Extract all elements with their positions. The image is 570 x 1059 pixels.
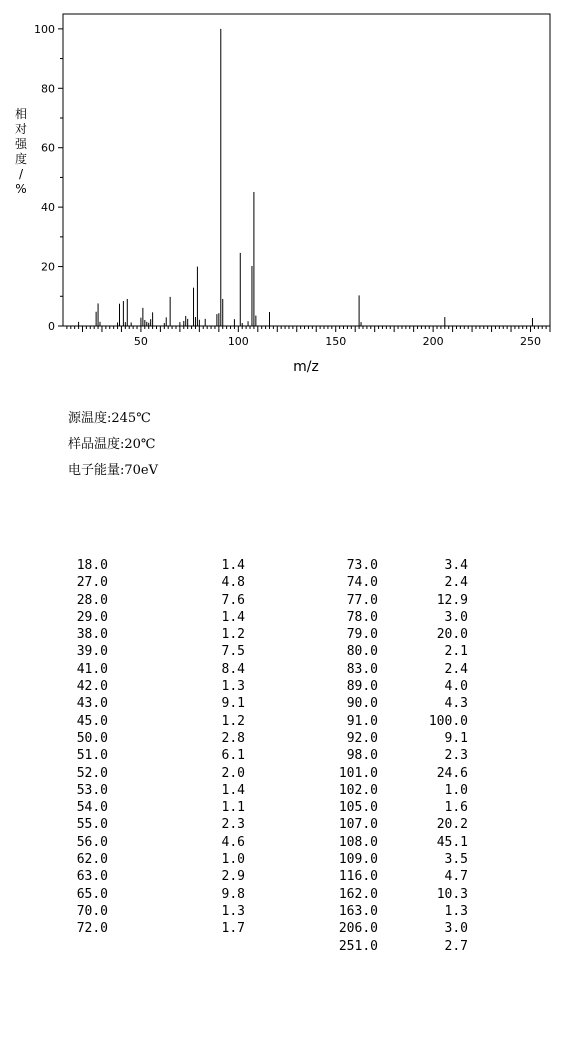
- peak-intensity: 1.4: [221, 782, 245, 798]
- peak-row: [62, 765, 245, 782]
- peak-intensity: 1.3: [444, 903, 468, 919]
- peak-row: [330, 834, 468, 851]
- y-axis-label: 相对强度/ %: [14, 107, 28, 196]
- peak-intensity: 3.0: [444, 921, 468, 937]
- peak-intensity: 1.7: [221, 921, 245, 937]
- peak-intensity: 2.3: [444, 748, 468, 764]
- peak-row: [62, 782, 245, 799]
- y-axis: [34, 23, 63, 333]
- peak-row: [330, 713, 468, 730]
- mass-spectrum-chart: [0, 0, 570, 380]
- peak-intensity: 1.6: [444, 800, 468, 816]
- peak-intensity: 4.6: [221, 834, 245, 850]
- peak-intensity: 6.1: [221, 748, 245, 764]
- y-tick-label: 40: [41, 201, 55, 215]
- spectrum-peaks: [79, 29, 533, 326]
- peak-intensity: 2.7: [444, 938, 468, 954]
- sample-temperature: 样品温度:20℃: [68, 437, 156, 452]
- peak-row: [330, 903, 468, 920]
- peak-row: [62, 661, 245, 678]
- x-axis-label: m/z: [293, 359, 319, 375]
- peak-intensity: 4.7: [444, 869, 468, 885]
- x-tick-label: 100: [227, 335, 249, 348]
- peak-mz: 65.0: [76, 886, 108, 902]
- peak-intensity: 45.1: [436, 834, 468, 850]
- peak-row: [330, 747, 468, 764]
- peak-mz: 92.0: [346, 730, 378, 746]
- peak-row: [330, 851, 468, 868]
- peak-row: [330, 678, 468, 695]
- peak-row: [62, 834, 245, 851]
- peak-mz: 109.0: [338, 852, 378, 868]
- peak-mz: 29.0: [76, 609, 108, 625]
- peak-intensity: 2.9: [221, 869, 245, 885]
- peak-mz: 38.0: [76, 627, 108, 643]
- x-tick-label: 250: [520, 335, 542, 348]
- peak-row: [330, 574, 468, 591]
- peak-mz: 55.0: [76, 817, 108, 833]
- peak-mz: 107.0: [338, 817, 378, 833]
- peak-row: [62, 643, 245, 660]
- peak-mz: 18.0: [76, 558, 108, 573]
- peak-mz: 56.0: [76, 834, 108, 850]
- x-tick-label: 200: [422, 335, 444, 348]
- peak-mz: 74.0: [346, 575, 378, 591]
- peak-intensity: 9.1: [221, 696, 245, 712]
- peak-mz: 116.0: [338, 869, 378, 885]
- peak-intensity: 1.2: [221, 713, 245, 729]
- peak-mz: 72.0: [76, 921, 108, 937]
- peak-mz: 50.0: [76, 730, 108, 746]
- peak-row: [330, 695, 468, 712]
- peak-row: [62, 799, 245, 816]
- plot-frame: [63, 14, 550, 326]
- y-tick-label: 0: [48, 320, 55, 333]
- peak-mz: 78.0: [346, 609, 378, 625]
- peak-intensity: 10.3: [436, 886, 468, 902]
- peak-mz: 54.0: [76, 800, 108, 816]
- peak-intensity: 1.3: [221, 679, 245, 695]
- peak-row: [62, 868, 245, 885]
- peak-mz: 206.0: [338, 921, 378, 937]
- peak-intensity: 2.8: [221, 730, 245, 746]
- peak-row: [330, 920, 468, 937]
- x-tick-label: 150: [325, 335, 347, 348]
- peak-mz: 79.0: [346, 627, 378, 643]
- peak-intensity: 1.1: [221, 800, 245, 816]
- peak-mz: 52.0: [76, 765, 108, 781]
- peak-mz: 73.0: [346, 558, 378, 573]
- peak-mz: 91.0: [346, 713, 378, 729]
- peak-table-left: [62, 557, 245, 938]
- peak-row: [62, 903, 245, 920]
- peak-mz: 83.0: [346, 661, 378, 677]
- peak-intensity: 7.6: [221, 592, 245, 608]
- peak-intensity: 2.3: [221, 817, 245, 833]
- peak-intensity: 3.4: [444, 558, 468, 573]
- peak-row: [330, 765, 468, 782]
- peak-intensity: 1.2: [221, 627, 245, 643]
- peak-row: [62, 695, 245, 712]
- peak-intensity: 4.3: [444, 696, 468, 712]
- peak-mz: 90.0: [346, 696, 378, 712]
- peak-intensity: 9.1: [444, 730, 468, 746]
- y-tick-label: 80: [41, 82, 55, 96]
- peak-row: [62, 816, 245, 833]
- peak-mz: 39.0: [76, 644, 108, 660]
- peak-row: [62, 557, 245, 574]
- peak-intensity: 2.4: [444, 661, 468, 677]
- peak-row: [330, 592, 468, 609]
- peak-mz: 80.0: [346, 644, 378, 660]
- peak-intensity: 100.0: [428, 713, 468, 729]
- peak-row: [330, 609, 468, 626]
- peak-row: [62, 574, 245, 591]
- peak-mz: 163.0: [338, 903, 378, 919]
- peak-intensity: 1.4: [221, 609, 245, 625]
- peak-mz: 51.0: [76, 748, 108, 764]
- peak-row: [62, 678, 245, 695]
- peak-row: [330, 886, 468, 903]
- peak-mz: 98.0: [346, 748, 378, 764]
- peak-row: [330, 661, 468, 678]
- peak-intensity: 20.0: [436, 627, 468, 643]
- peak-row: [62, 592, 245, 609]
- peak-table-right: [330, 557, 468, 955]
- peak-row: [330, 730, 468, 747]
- peak-intensity: 12.9: [436, 592, 468, 608]
- peak-mz: 162.0: [338, 886, 378, 902]
- peak-row: [330, 816, 468, 833]
- peak-mz: 62.0: [76, 852, 108, 868]
- y-tick-label: 100: [34, 22, 55, 36]
- source-temperature: 源温度:245℃: [68, 411, 151, 426]
- peak-mz: 42.0: [76, 679, 108, 695]
- y-tick-label: 60: [41, 141, 55, 155]
- peak-mz: 28.0: [76, 592, 108, 608]
- peak-intensity: 7.5: [221, 644, 245, 660]
- peak-intensity: 3.0: [444, 609, 468, 625]
- x-tick-label: 50: [133, 335, 148, 348]
- peak-mz: 27.0: [76, 575, 108, 591]
- peak-mz: 70.0: [76, 903, 108, 919]
- peak-intensity: 1.4: [221, 558, 245, 573]
- peak-row: [62, 851, 245, 868]
- peak-row: [62, 609, 245, 626]
- peak-intensity: 1.0: [444, 782, 468, 798]
- peak-intensity: 2.1: [444, 644, 468, 660]
- peak-row: [330, 782, 468, 799]
- peak-intensity: 2.0: [221, 765, 245, 781]
- peak-row: [330, 938, 468, 955]
- peak-row: [62, 713, 245, 730]
- peak-intensity: 1.3: [221, 903, 245, 919]
- electron-energy: 电子能量:70eV: [68, 463, 159, 478]
- peak-mz: 41.0: [76, 661, 108, 677]
- y-tick-label: 20: [41, 260, 55, 274]
- x-axis: [67, 326, 550, 348]
- peak-row: [62, 626, 245, 643]
- peak-row: [330, 643, 468, 660]
- peak-intensity: 4.8: [221, 575, 245, 591]
- peak-mz: 77.0: [346, 592, 378, 608]
- peak-intensity: 3.5: [444, 852, 468, 868]
- peak-mz: 101.0: [338, 765, 378, 781]
- peak-intensity: 20.2: [436, 817, 468, 833]
- peak-intensity: 2.4: [444, 575, 468, 591]
- peak-mz: 53.0: [76, 782, 108, 798]
- peak-mz: 102.0: [338, 782, 378, 798]
- peak-row: [330, 626, 468, 643]
- peak-intensity: 1.0: [221, 852, 245, 868]
- peak-mz: 43.0: [76, 696, 108, 712]
- peak-row: [330, 868, 468, 885]
- peak-mz: 45.0: [76, 713, 108, 729]
- peak-mz: 63.0: [76, 869, 108, 885]
- peak-row: [330, 799, 468, 816]
- peak-mz: 108.0: [338, 834, 378, 850]
- peak-row: [62, 920, 245, 937]
- peak-intensity: 8.4: [221, 661, 245, 677]
- peak-row: [62, 730, 245, 747]
- peak-intensity: 4.0: [444, 679, 468, 695]
- peak-mz: 89.0: [346, 679, 378, 695]
- peak-row: [62, 747, 245, 764]
- peak-intensity: 24.6: [436, 765, 468, 781]
- peak-mz: 105.0: [338, 800, 378, 816]
- peak-row: [330, 557, 468, 574]
- peak-mz: 251.0: [338, 938, 378, 954]
- peak-intensity: 9.8: [221, 886, 245, 902]
- peak-row: [62, 886, 245, 903]
